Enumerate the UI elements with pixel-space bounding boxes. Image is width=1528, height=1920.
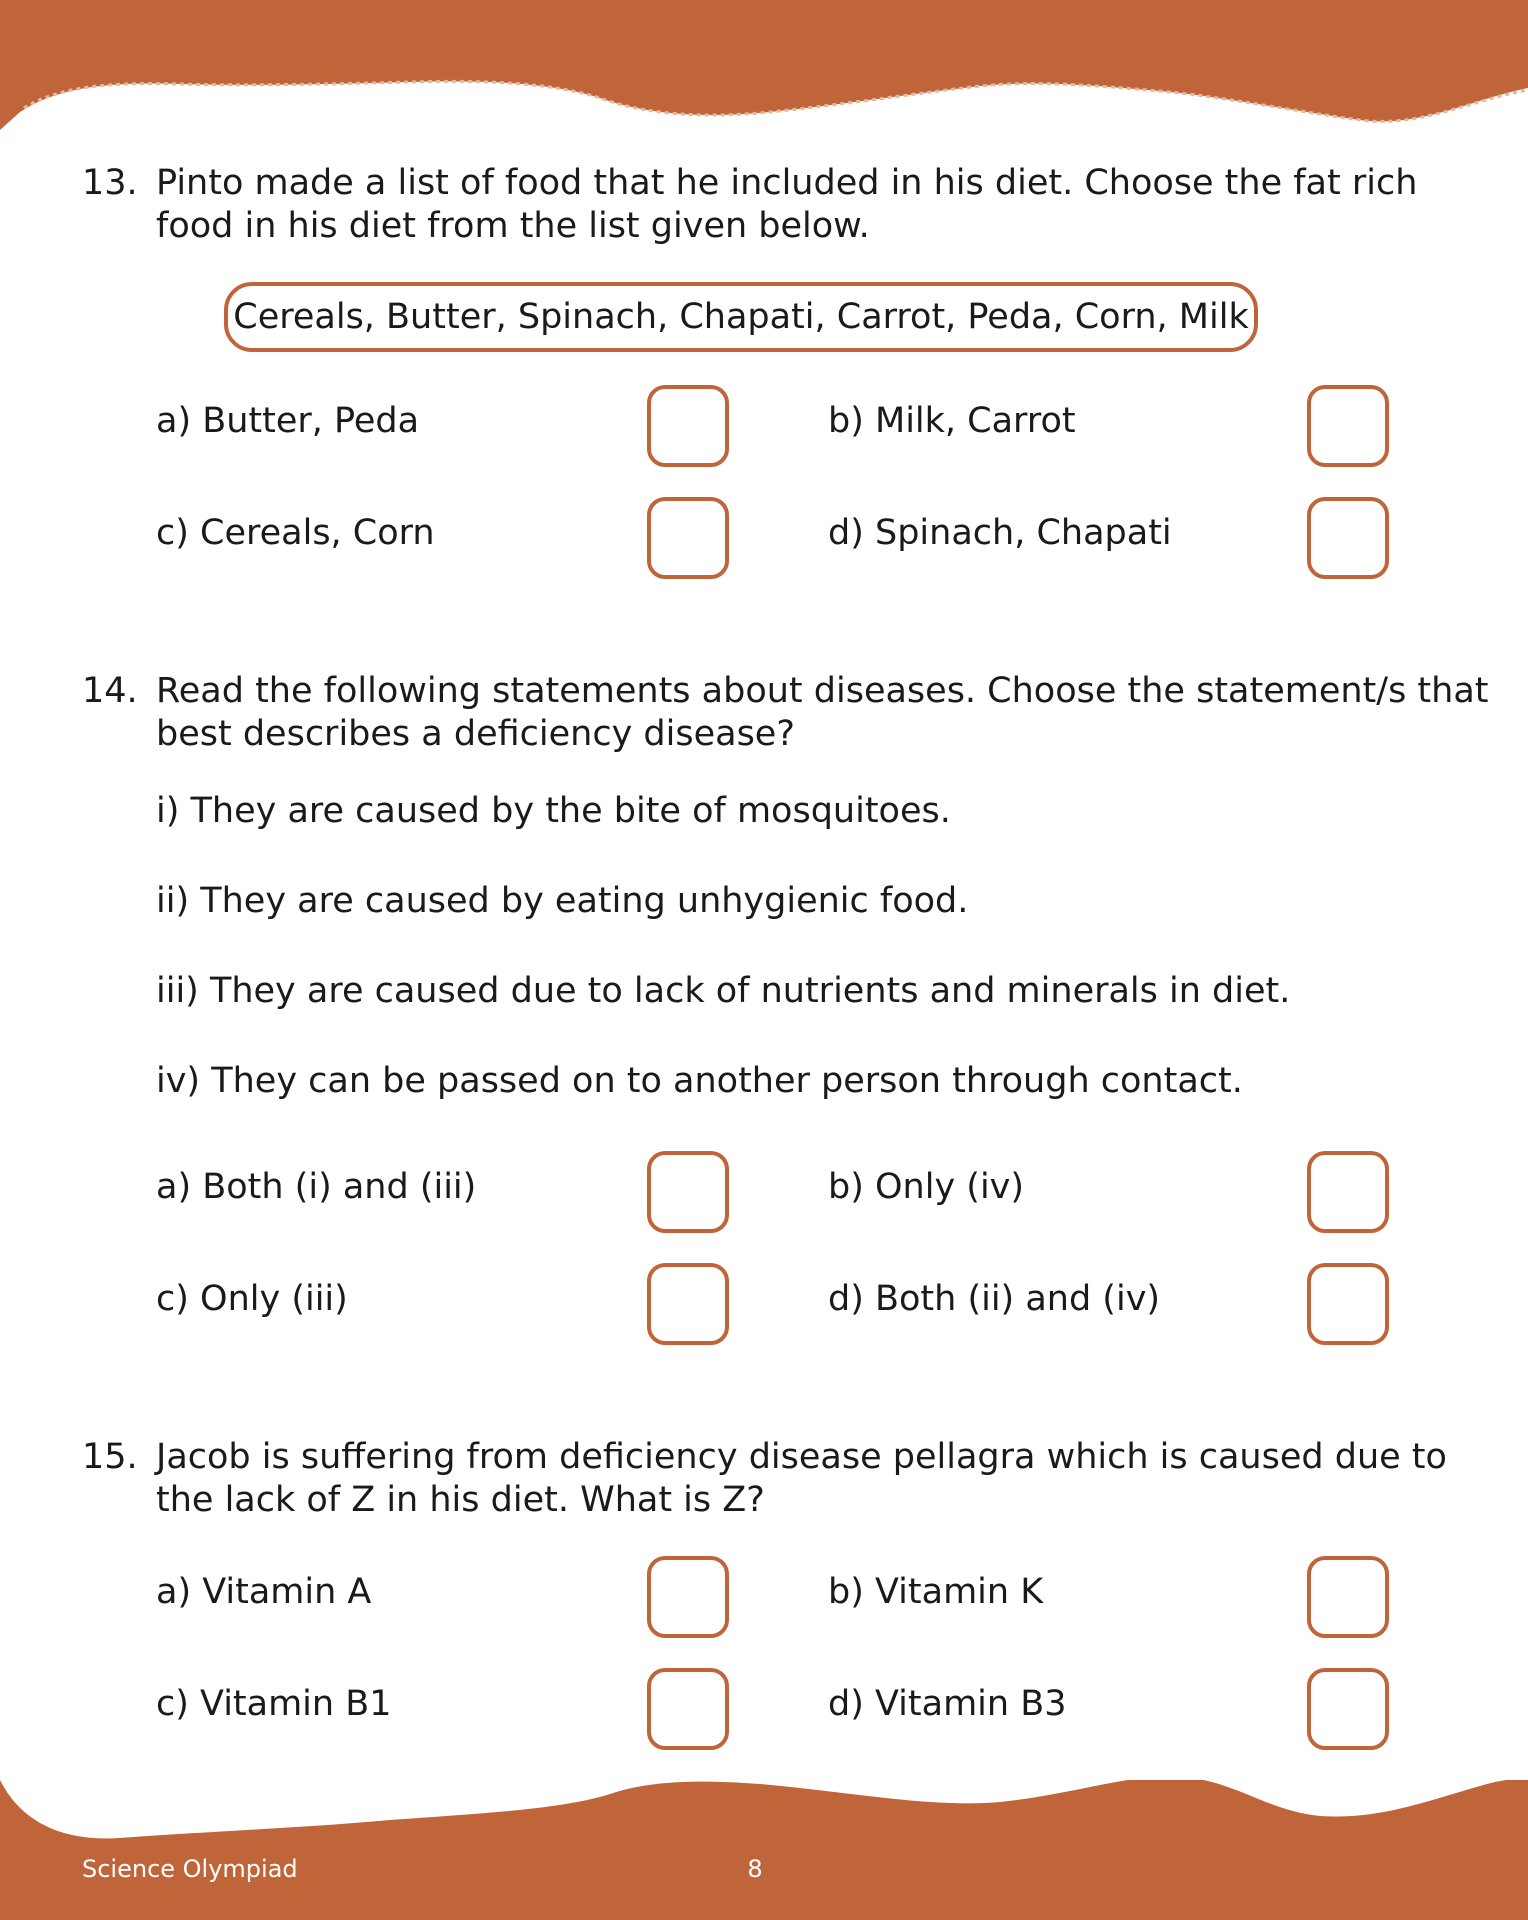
bottom-wave-decoration <box>0 1780 1528 1920</box>
top-wave-decoration <box>0 0 1528 140</box>
q15-option-d-checkbox[interactable] <box>1307 1668 1389 1750</box>
q13-option-a-checkbox[interactable] <box>647 385 729 467</box>
q14-option-d-label: d) Both (ii) and (iv) <box>828 1279 1161 1319</box>
question-13-text: Pinto made a list of food that he included in his diet. Choose the fat rich food in his diet from the list given below. <box>156 163 1418 246</box>
q14-option-a-label: a) Both (i) and (iii) <box>156 1167 477 1207</box>
question-15-number: 15. <box>82 1437 138 1477</box>
q13-option-b-checkbox[interactable] <box>1307 385 1389 467</box>
statement-i: i) They are caused by the bite of mosquitoes. <box>156 791 951 831</box>
question-14-text: Read the following statements about diseases. Choose the statement/s that best describes a deficiency disease? <box>156 671 1489 754</box>
question-14-number: 14. <box>82 671 138 711</box>
q13-option-b-label: b) Milk, Carrot <box>828 401 1076 441</box>
q15-option-b-label: b) Vitamin K <box>828 1572 1044 1612</box>
q14-option-b-checkbox[interactable] <box>1307 1151 1389 1233</box>
q13-option-c-label: c) Cereals, Corn <box>156 513 435 553</box>
statement-ii: ii) They are caused by eating unhygienic food. <box>156 881 969 921</box>
q15-option-a-checkbox[interactable] <box>647 1556 729 1638</box>
q13-option-a-label: a) Butter, Peda <box>156 401 420 441</box>
q15-option-b-checkbox[interactable] <box>1307 1556 1389 1638</box>
footer-page-number: 8 <box>747 1855 763 1883</box>
q15-option-d-label: d) Vitamin B3 <box>828 1684 1067 1724</box>
q14-option-a-checkbox[interactable] <box>647 1151 729 1233</box>
food-list-box: Cereals, Butter, Spinach, Chapati, Carrot, Peda, Corn, Milk <box>224 282 1258 352</box>
top-wave-shape <box>0 0 1528 130</box>
question-13-number: 13. <box>82 163 138 203</box>
q14-option-c-checkbox[interactable] <box>647 1263 729 1345</box>
statement-iii: iii) They are caused due to lack of nutrients and minerals in diet. <box>156 971 1291 1011</box>
bottom-wave-shape <box>0 1780 1528 1920</box>
footer-title: Science Olympiad <box>82 1855 298 1883</box>
q15-option-c-label: c) Vitamin B1 <box>156 1684 392 1724</box>
q14-option-c-label: c) Only (iii) <box>156 1279 348 1319</box>
q13-option-d-label: d) Spinach, Chapati <box>828 513 1172 553</box>
q14-option-b-label: b) Only (iv) <box>828 1167 1025 1207</box>
q15-option-a-label: a) Vitamin A <box>156 1572 372 1612</box>
q14-option-d-checkbox[interactable] <box>1307 1263 1389 1345</box>
q15-option-c-checkbox[interactable] <box>647 1668 729 1750</box>
statement-iv: iv) They can be passed on to another person through contact. <box>156 1061 1243 1101</box>
q13-option-d-checkbox[interactable] <box>1307 497 1389 579</box>
q13-option-c-checkbox[interactable] <box>647 497 729 579</box>
question-15-text: Jacob is suffering from deficiency disease pellagra which is caused due to the lack of Z in his diet. What is Z? <box>156 1437 1447 1520</box>
